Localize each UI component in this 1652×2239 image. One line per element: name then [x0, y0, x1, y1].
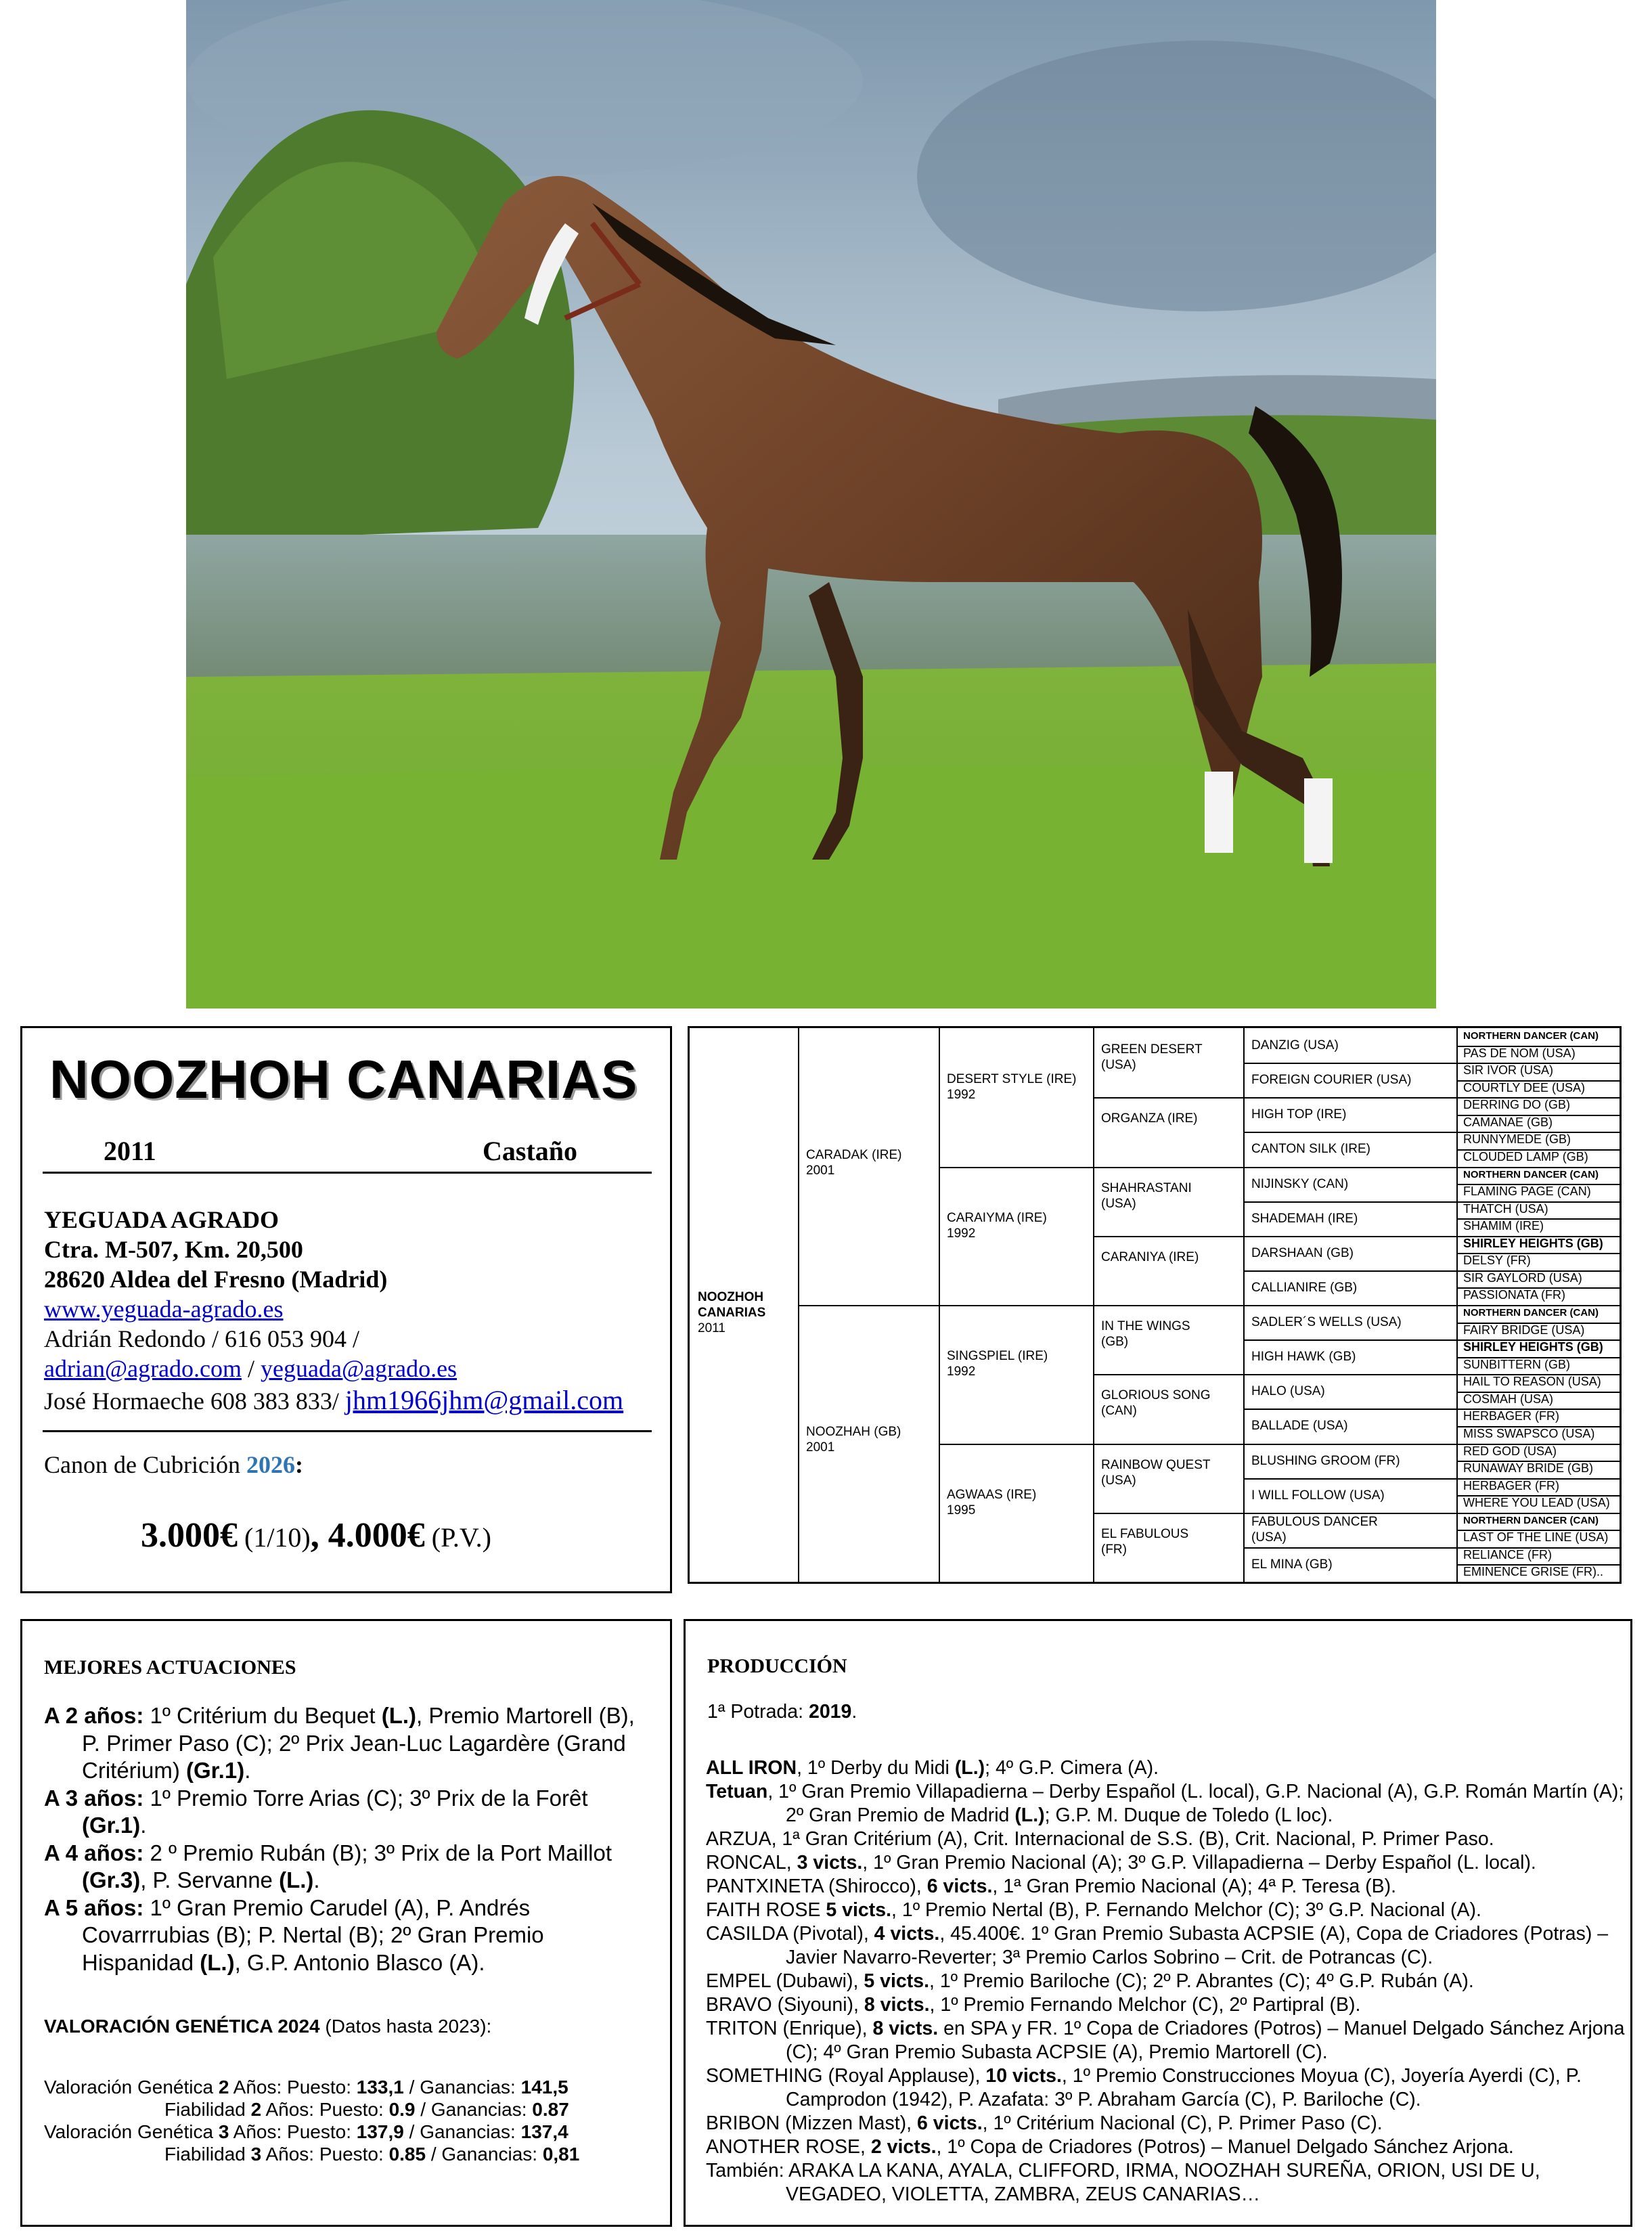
pedigree-grandparent-text: 1992	[947, 1226, 976, 1241]
production-item: También: ARAKA LA KANA, AYALA, CLIFFORD, IRMA, NOOZHAH SUREÑA, ORION, USI DE U, VEGADEO, VIOLETTA, ZAMBRA, ZEUS CANARIAS…	[706, 2160, 1540, 2205]
pedigree-gen5	[1251, 1280, 1357, 1295]
coat-color: Castaño	[483, 1136, 578, 1166]
pedigree-gen5-text: SADLER´S WELLS (USA)	[1251, 1315, 1402, 1329]
pedigree-grandparent-text: AGWAAS (IRE)	[947, 1487, 1037, 1502]
pedigree-great-grandparent-text: EL FABULOUS	[1101, 1526, 1189, 1541]
pedigree-great-grandparent	[1101, 1180, 1192, 1212]
pedigree-gen5	[1251, 1038, 1339, 1053]
pedigree-gen6: HAIL TO REASON (USA)	[1463, 1375, 1601, 1389]
performance-item: A 3 años: 1º Premio Torre Arias (C); 3º Prix de la Forêt (Gr.1).	[44, 1785, 588, 1838]
pedigree-gen5	[1251, 1107, 1346, 1122]
pedigree-gen6: SIR GAYLORD (USA)	[1463, 1270, 1582, 1285]
pedigree-grid	[690, 1028, 1620, 1582]
pedigree-gen6: FLAMING PAGE (CAN)	[1463, 1184, 1591, 1199]
pedigree-sire-dam-text: 2001	[806, 1440, 835, 1455]
stud-name: YEGUADA AGRADO	[44, 1206, 280, 1233]
pedigree-gen5-text: FOREIGN COURIER (USA)	[1251, 1073, 1412, 1088]
pedigree-gen6: RUNAWAY BRIDE (GB)	[1463, 1461, 1594, 1476]
fee-label: Canon de Cubrición 2026:	[44, 1451, 303, 1478]
pedigree-gen6: WHERE YOU LEAD (USA)	[1463, 1496, 1610, 1510]
stallion-info-box	[20, 1026, 672, 1593]
pedigree-great-grandparent-text: ORGANZA (IRE)	[1101, 1111, 1198, 1126]
pedigree-subject-text: NOOZHOH	[698, 1290, 764, 1304]
performance-item: A 2 años: 1º Critérium du Bequet (L.), Premio Martorell (B), P. Primer Paso (C); 2º Prix Jean-Luc Lagardère (Grand Critérium) (Gr.1).	[44, 1703, 635, 1783]
valuation-row: Valoración Genética 2 Años: Puesto: 133,1 / Ganancias: 141,5	[44, 2077, 568, 2098]
pedigree-gen5-text: I WILL FOLLOW (USA)	[1251, 1488, 1385, 1503]
pedigree-sire-dam-text: 2001	[806, 1163, 835, 1178]
performance-list	[44, 1702, 653, 1976]
production-item: BRIBON (Mizzen Mast), 6 victs., 1º Critérium Nacional (C), P. Primer Paso (C).	[706, 2112, 1383, 2134]
horse-photo	[186, 0, 1436, 1008]
pedigree-gen5-text: HIGH TOP (IRE)	[1251, 1107, 1347, 1122]
pedigree-table	[688, 1026, 1622, 1584]
pedigree-grandparent	[947, 1348, 1048, 1379]
pedigree-gen6: SHAMIM (IRE)	[1463, 1219, 1544, 1233]
first-crop-year: 2019	[808, 1701, 852, 1723]
pedigree-great-grandparent-text: GLORIOUS SONG	[1101, 1388, 1211, 1403]
pedigree-gen6: RUNNYMEDE (GB)	[1463, 1132, 1571, 1147]
pedigree-grandparent	[947, 1071, 1076, 1103]
pedigree-great-grandparent-text: SHAHRASTANI	[1101, 1180, 1192, 1195]
pedigree-great-grandparent-text: (GB)	[1101, 1335, 1129, 1349]
pedigree-grandparent	[947, 1487, 1036, 1518]
pedigree-gen5-text: BLUSHING GROOM (FR)	[1251, 1453, 1400, 1468]
pedigree-gen6: PAS DE NOM (USA)	[1463, 1046, 1576, 1060]
pedigree-gen5-text: NIJINSKY (CAN)	[1251, 1176, 1349, 1191]
pedigree-gen6: CAMANAE (GB)	[1463, 1115, 1553, 1129]
valuation-row: Valoración Genética 3 Años: Puesto: 137,9 / Ganancias: 137,4	[44, 2121, 568, 2142]
performance-title: MEJORES ACTUACIONES	[44, 1656, 296, 1679]
pedigree-subject-text: 2011	[698, 1321, 725, 1335]
stud-address-1: Ctra. M-507, Km. 20,500	[44, 1236, 303, 1263]
pedigree-great-grandparent-text: RAINBOW QUEST	[1101, 1457, 1211, 1472]
pedigree-great-grandparent-text: GREEN DESERT	[1101, 1042, 1203, 1057]
pedigree-great-grandparent	[1101, 1111, 1198, 1126]
contact-1: Adrián Redondo / 616 053 904 /	[44, 1325, 359, 1352]
email-separator: /	[242, 1355, 261, 1382]
pedigree-gen5	[1251, 1176, 1348, 1192]
production-item: ANOTHER ROSE, 2 victs., 1º Copa de Criadores (Potros) – Manuel Delgado Sánchez Arjona.	[706, 2136, 1514, 2158]
pedigree-gen6: HERBAGER (FR)	[1463, 1409, 1560, 1423]
pedigree-gen6: NORTHERN DANCER (CAN)	[1463, 1514, 1599, 1526]
pedigree-great-grandparent-text: (FR)	[1101, 1542, 1127, 1557]
pedigree-grandparent-text: CARAIYMA (IRE)	[947, 1210, 1047, 1225]
divider	[43, 1172, 652, 1174]
pedigree-gen5-text: (USA)	[1251, 1530, 1287, 1545]
pedigree-gen6: MISS SWAPSCO (USA)	[1463, 1426, 1595, 1440]
pedigree-subject-text: CANARIAS	[698, 1306, 766, 1320]
email-yeguada-link[interactable]: yeguada@agrado.es	[261, 1355, 457, 1382]
pedigree-gen5	[1251, 1488, 1385, 1503]
divider	[43, 1430, 652, 1432]
production-list	[706, 1756, 1626, 2207]
production-item: CASILDA (Pivotal), 4 victs., 45.400€. 1º Gran Premio Subasta ACPSIE (A), Copa de Criadores (Potras) – Javier Navarro-Reverter; 3ª Premio Carlos Sobrino – Crit. de Potrancas (C).	[706, 1923, 1609, 1968]
production-item: SOMETHING (Royal Applause), 10 victs., 1º Premio Construcciones Moyua (C), Joyería Ayerdi (C), P. Camprodon (1942), P. Azafata: 3º P. Abraham García (C), P. Bariloche (C).	[706, 2065, 1582, 2110]
pedigree-gen5	[1251, 1514, 1378, 1545]
production-item: BRAVO (Siyouni), 8 victs., 1º Premio Fernando Melchor (C), 2º Partipral (B).	[706, 1994, 1361, 2016]
pedigree-gen5-text: FABULOUS DANCER	[1251, 1514, 1378, 1529]
pedigree-gen5-text: DARSHAAN (GB)	[1251, 1245, 1354, 1260]
pedigree-gen5-text: HIGH HAWK (GB)	[1251, 1350, 1356, 1365]
pedigree-sire-dam	[806, 1147, 901, 1178]
horse-name: NOOZHOH CANARIAS	[49, 1049, 638, 1109]
pedigree-gen6: SIR IVOR (USA)	[1463, 1063, 1554, 1078]
contact-2: José Hormaeche 608 383 833/	[44, 1388, 345, 1415]
contact-2-line	[44, 1384, 623, 1416]
pedigree-gen5	[1251, 1557, 1333, 1572]
pedigree-great-grandparent-text: (USA)	[1101, 1196, 1136, 1211]
pedigree-gen5-text: BALLADE (USA)	[1251, 1419, 1348, 1434]
production-item: PANTXINETA (Shirocco), 6 victs., 1ª Gran Premio Nacional (A); 4ª P. Teresa (B).	[706, 1876, 1397, 1897]
production-item: ARZUA, 1ª Gran Critérium (A), Crit. Internacional de S.S. (B), Crit. Nacional, P. Primer Paso.	[706, 1828, 1494, 1850]
performance-box	[20, 1619, 672, 2227]
pedigree-great-grandparent	[1101, 1249, 1199, 1265]
pedigree-gen5-text: CANTON SILK (IRE)	[1251, 1142, 1370, 1157]
pedigree-gen6: THATCH (USA)	[1463, 1201, 1548, 1216]
pedigree-subject	[698, 1289, 765, 1336]
pedigree-gen6: COURTLY DEE (USA)	[1463, 1080, 1586, 1094]
pedigree-grandparent-text: 1995	[947, 1503, 976, 1517]
pedigree-gen5	[1251, 1245, 1354, 1261]
pedigree-gen6: CLOUDED LAMP (GB)	[1463, 1149, 1588, 1163]
pedigree-gen6: COSMAH (USA)	[1463, 1392, 1554, 1406]
pedigree-gen6: RED GOD (USA)	[1463, 1444, 1557, 1458]
pedigree-grandparent-text: SINGSPIEL (IRE)	[947, 1349, 1048, 1363]
production-item: ALL IRON, 1º Derby du Midi (L.); 4º G.P. Cimera (A).	[706, 1757, 1159, 1779]
pedigree-gen5	[1251, 1418, 1348, 1434]
pedigree-grandparent-text: 1992	[947, 1365, 976, 1379]
pedigree-gen6: NORTHERN DANCER (CAN)	[1463, 1168, 1599, 1180]
production-item: FAITH ROSE 5 victs., 1º Premio Nertal (B), P. Fernando Melchor (C); 3º G.P. Nacional (A).	[706, 1899, 1481, 1921]
fee-prices: 3.000€ (1/10), 4.000€ (P.V.)	[141, 1516, 491, 1555]
pedigree-great-grandparent	[1101, 1042, 1203, 1073]
pedigree-gen6: NORTHERN DANCER (CAN)	[1463, 1307, 1599, 1318]
pedigree-sire-dam-text: CARADAK (IRE)	[806, 1148, 902, 1162]
pedigree-gen6: SHIRLEY HEIGHTS (GB)	[1463, 1340, 1603, 1354]
valuation-row: Fiabilidad 3 Años: Puesto: 0.85 / Ganancias: 0,81	[164, 2144, 580, 2165]
pedigree-great-grandparent	[1101, 1457, 1211, 1488]
pedigree-gen5-text: CALLIANIRE (GB)	[1251, 1280, 1358, 1295]
fee-price-2: 4.000€	[328, 1516, 425, 1555]
pedigree-gen5-text: HALO (USA)	[1251, 1384, 1325, 1399]
pedigree-gen6: EMINENCE GRISE (FR)..	[1463, 1565, 1604, 1579]
pedigree-great-grandparent-text: (CAN)	[1101, 1404, 1137, 1419]
pedigree-gen5	[1251, 1383, 1325, 1399]
pedigree-gen5	[1251, 1141, 1370, 1157]
pedigree-grandparent	[947, 1210, 1047, 1241]
pedigree-gen6: RELIANCE (FR)	[1463, 1547, 1553, 1561]
pedigree-great-grandparent-text: (USA)	[1101, 1473, 1136, 1488]
pedigree-great-grandparent	[1101, 1388, 1211, 1419]
production-item: EMPEL (Dubawi), 5 victs., 1º Premio Bariloche (C); 2º P. Abrantes (C); 4º G.P. Rubán (A).	[706, 1970, 1474, 1992]
pedigree-grandparent-text: 1992	[947, 1088, 976, 1102]
stud-website-line	[44, 1295, 284, 1323]
production-item: TRITON (Enrique), 8 victs. en SPA y FR. 1º Copa de Criadores (Potros) – Manuel Delgado Sánchez Arjona (C); 4º Gran Premio Subasta ACPSIE (A), Premio Martorell (C).	[706, 2018, 1625, 2063]
production-item: RONCAL, 3 victs., 1º Gran Premio Nacional (A); 3º G.P. Villapadierna – Derby Español (L. local).	[706, 1852, 1536, 1874]
pedigree-great-grandparent-text: (USA)	[1101, 1058, 1136, 1072]
pedigree-gen5	[1251, 1349, 1356, 1365]
pedigree-gen6: DERRING DO (GB)	[1463, 1098, 1571, 1112]
production-title: PRODUCCIÓN	[707, 1655, 847, 1677]
pedigree-gen5	[1251, 1211, 1358, 1226]
first-crop-line: 1ª Potrada: 2019.	[707, 1701, 857, 1723]
website-link[interactable]: www.yeguada-agrado.es	[44, 1295, 284, 1323]
pedigree-gen6: DELSY (FR)	[1463, 1254, 1531, 1268]
email-jose-link[interactable]: jhm1966jhm@gmail.com	[344, 1385, 624, 1415]
performance-item: A 5 años: 1º Gran Premio Carudel (A), P. Andrés Covarrrubias (B); P. Nertal (B); 2º Gran Premio Hispanidad (L.), G.P. Antonio Blasco (A).	[44, 1894, 544, 1975]
pedigree-gen6: LAST OF THE LINE (USA)	[1463, 1530, 1609, 1545]
pedigree-gen5	[1251, 1314, 1402, 1330]
email-adrian-link[interactable]: adrian@agrado.com	[44, 1355, 242, 1382]
valuation-title-line: VALORACIÓN GENÉTICA 2024 (Datos hasta 2023):	[44, 2016, 492, 2037]
pedigree-gen6: NORTHERN DANCER (CAN)	[1463, 1030, 1599, 1042]
pedigree-great-grandparent	[1101, 1526, 1188, 1557]
fee-price-1: 3.000€	[141, 1516, 238, 1555]
performance-item: A 4 años: 2 º Premio Rubán (B); 3º Prix de la Port Maillot (Gr.3), P. Servanne (L.).	[44, 1840, 612, 1892]
pedigree-great-grandparent	[1101, 1318, 1190, 1350]
pedigree-gen5-text: EL MINA (GB)	[1251, 1557, 1333, 1572]
pedigree-grandparent-text: DESERT STYLE (IRE)	[947, 1072, 1077, 1086]
pedigree-sire-dam	[806, 1424, 901, 1455]
pedigree-gen5-text: DANZIG (USA)	[1251, 1038, 1339, 1052]
pedigree-gen6: SUNBITTERN (GB)	[1463, 1357, 1571, 1371]
pedigree-sire-dam-text: NOOZHAH (GB)	[806, 1425, 901, 1439]
stud-address-2: 28620 Aldea del Fresno (Madrid)	[44, 1266, 388, 1293]
pedigree-great-grandparent-text: CARANIYA (IRE)	[1101, 1249, 1199, 1264]
pedigree-gen6: HERBAGER (FR)	[1463, 1478, 1560, 1492]
production-box	[684, 1619, 1632, 2227]
pedigree-gen5-text: SHADEMAH (IRE)	[1251, 1211, 1358, 1226]
fee-year: 2026	[246, 1451, 295, 1478]
birth-year: 2011	[104, 1136, 156, 1166]
horse-illustration	[186, 0, 1436, 1008]
pedigree-great-grandparent-text: IN THE WINGS	[1101, 1319, 1190, 1333]
valuation-row: Fiabilidad 2 Años: Puesto: 0.9 / Ganancias: 0.87	[164, 2099, 569, 2120]
pedigree-gen6: FAIRY BRIDGE (USA)	[1463, 1323, 1585, 1337]
pedigree-gen5	[1251, 1072, 1411, 1088]
production-item: Tetuan, 1º Gran Premio Villapadierna – Derby Español (L. local), G.P. Nacional (A), G.P. Román Martín (A); 2º Gran Premio de Madrid (L.); G.P. M. Duque de Toledo (L loc).	[706, 1781, 1624, 1826]
pedigree-gen6: SHIRLEY HEIGHTS (GB)	[1463, 1236, 1603, 1250]
pedigree-gen6: PASSIONATA (FR)	[1463, 1288, 1566, 1302]
pedigree-gen5	[1251, 1453, 1400, 1469]
emails-line	[44, 1354, 457, 1383]
